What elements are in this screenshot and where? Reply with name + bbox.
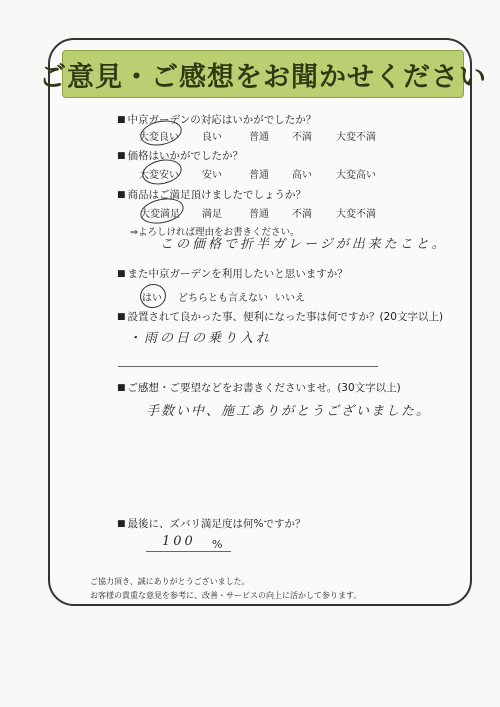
- question-7: [117, 516, 306, 531]
- square-bullet-icon: ■: [117, 268, 126, 279]
- question-2-label: 価格はいかがでしたか？: [127, 150, 244, 162]
- square-bullet-icon: ■: [117, 311, 126, 322]
- square-bullet-icon: ■: [117, 150, 126, 161]
- q4-option-3[interactable]: いいえ: [275, 293, 305, 304]
- q2-option-1[interactable]: 大変安い: [139, 170, 179, 181]
- question-6: [117, 380, 401, 395]
- footer-thanks: ご協力頂き、誠にありがとうございました。: [90, 577, 250, 586]
- q3-option-5[interactable]: 大変不満: [336, 209, 376, 220]
- footer-note: お客様の貴重な意見を参考に、改善・サービスの向上に活かして参ります。: [90, 591, 362, 600]
- square-bullet-icon: ■: [117, 114, 126, 125]
- q3-option-4[interactable]: 不満: [292, 209, 312, 220]
- question-6-label: ご感想・ご要望などをお書きくださいませ。(30文字以上): [127, 382, 401, 394]
- survey-title: ご意見・ご感想をお聞かせください: [62, 50, 464, 98]
- square-bullet-icon: ■: [117, 382, 126, 393]
- q3-reason-prompt: ⇒よろしければ理由をお書きください。: [130, 227, 300, 238]
- square-bullet-icon: ■: [117, 189, 126, 200]
- q3-option-3[interactable]: 普通: [249, 209, 269, 220]
- question-5: [117, 309, 443, 324]
- q4-option-1[interactable]: はい: [142, 293, 162, 304]
- q2-option-3[interactable]: 普通: [249, 170, 269, 181]
- question-7-label: 最後に、ズバリ満足度は何%ですか？: [127, 518, 306, 530]
- q1-option-5[interactable]: 大変不満: [336, 132, 376, 143]
- q6-handwritten-answer: 手数い中、施工ありがとうございました。: [146, 404, 432, 419]
- q3-option-2[interactable]: 満足: [202, 209, 222, 220]
- square-bullet-icon: ■: [117, 518, 126, 529]
- question-3-label: 商品はご満足頂けましたでしょうか？: [127, 189, 307, 201]
- q1-option-2[interactable]: 良い: [202, 132, 222, 143]
- q2-option-4[interactable]: 高い: [292, 170, 312, 181]
- q2-option-2[interactable]: 安い: [202, 170, 222, 181]
- q5-answer-line: [118, 366, 378, 367]
- question-3: [117, 187, 306, 202]
- q7-answer-line: [146, 551, 231, 552]
- question-5-label: 設置されて良かった事、便利になった事は何ですか？(20文字以上): [127, 311, 444, 323]
- q3-handwritten-answer: この価格で折半ガレージが出来たこと。: [160, 237, 448, 252]
- q4-option-2[interactable]: どちらとも言えない: [178, 293, 268, 304]
- question-4-label: また中京ガーデンを利用したいと思いますか？: [127, 268, 348, 280]
- question-1-label: 中京ガーデンの対応はいかがでしたか？: [127, 114, 317, 126]
- q3-option-1[interactable]: 大変満足: [140, 209, 180, 220]
- question-2: [117, 148, 243, 163]
- q7-handwritten-answer: 100: [162, 534, 196, 549]
- q1-option-4[interactable]: 不満: [292, 132, 312, 143]
- q2-option-5[interactable]: 大変高い: [336, 170, 376, 181]
- q5-handwritten-answer: ・雨の日の乗り入れ: [128, 331, 273, 346]
- q1-option-1[interactable]: 大変良い: [139, 132, 179, 143]
- q7-percent-unit: %: [212, 538, 226, 551]
- q1-option-3[interactable]: 普通: [249, 132, 269, 143]
- question-4: [117, 266, 348, 281]
